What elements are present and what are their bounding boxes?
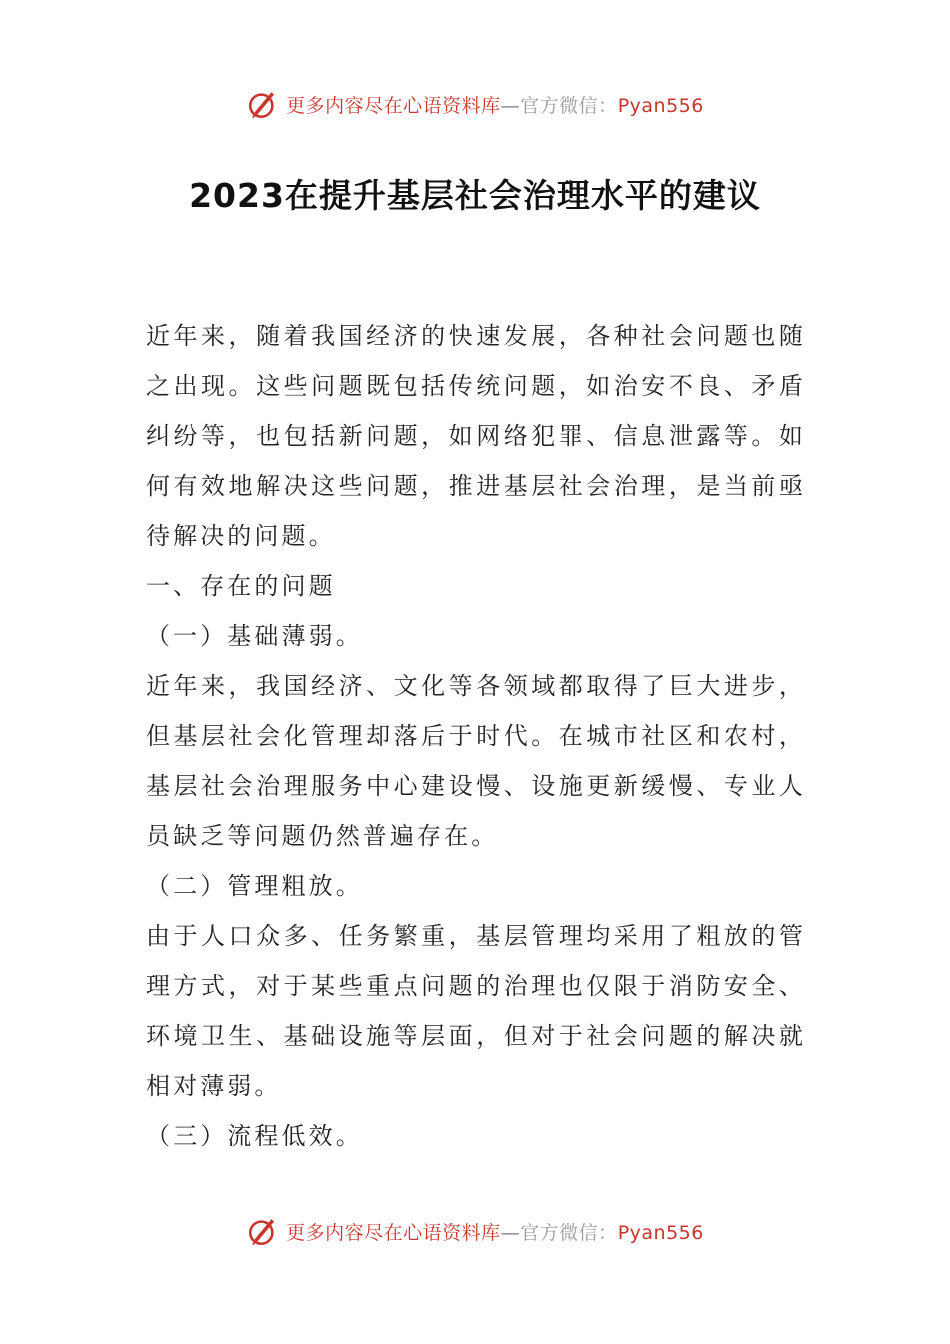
paragraph: 由于人口众多、任务繁重，基层管理均采用了粗放的管理方式，对于某些重点问题的治理也仅限于消防安全、环境卫生、基础设施等层面，但对于社会问题的解决就相对薄弱。 xyxy=(146,922,806,1100)
section-heading: 一、存在的问题 xyxy=(146,572,336,600)
quill-logo-icon xyxy=(246,87,280,121)
quill-logo-icon xyxy=(246,1214,280,1248)
watermark-text: 更多内容尽在心语资料库—官方微信：Pyan556 xyxy=(286,1221,704,1244)
document-body xyxy=(146,311,806,1161)
header-watermark xyxy=(0,84,950,124)
subsection-heading: （一）基础薄弱。 xyxy=(146,622,363,650)
subsection-heading: （二）管理粗放。 xyxy=(146,872,363,900)
watermark-text: 更多内容尽在心语资料库—官方微信：Pyan556 xyxy=(286,94,704,117)
footer-watermark xyxy=(0,1211,950,1251)
paragraph: 近年来，我国经济、文化等各领域都取得了巨大进步，但基层社会化管理却落后于时代。在城市社区和农村，基层社会治理服务中心建设慢、设施更新缓慢、专业人员缺乏等问题仍然普遍存在。 xyxy=(146,672,806,850)
subsection-heading: （三）流程低效。 xyxy=(146,1122,363,1150)
paragraph: 近年来，随着我国经济的快速发展，各种社会问题也随之出现。这些问题既包括传统问题，如治安不良、矛盾纠纷等，也包括新问题，如网络犯罪、信息泄露等。如何有效地解决这些问题，推进基层社会治理，是当前亟待解决的问题。 xyxy=(146,322,806,550)
document-title: 2023在提升基层社会治理水平的建议 xyxy=(189,176,761,215)
